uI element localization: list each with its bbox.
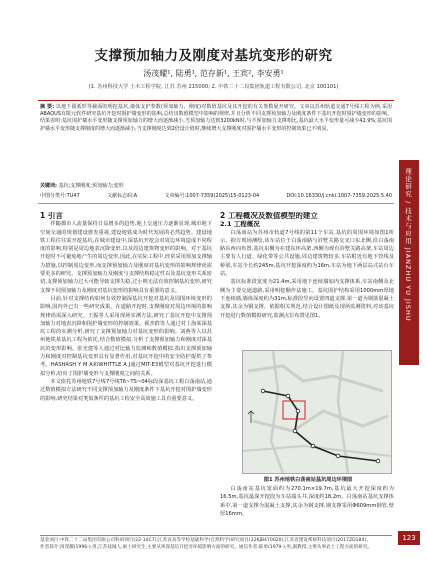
article-meta (40, 193, 392, 200)
author-note: 作者简介:汤茂耀(1996-),男,江苏盐城人,硕士研究生,主要从事深基坑开挖对环境影响方面的研究。通信作者:陆勇(1979-),男,副教授,主要从事岩土工程方面的研究。 (40, 544, 373, 550)
abstract-label: 摘 要: (40, 104, 55, 110)
section-1-para-1: 伴随都市人流量保持日益增多的趋势,地上交通压力逐渐显现,城市地下空间交通的规划建设愈发重视,建设地铁成为时代发展的必然趋势。建设地铁工程往往需开挖基坑,在城市建设中,深基坑开挖会对周边环境造成不同程度的影响,特别是周边地表沉降变形,以及周边建筑物变形的影响。对于基坑开挖时不可避免地产生的周边变形,因此,在实际工程中,经常采用预加支撑轴力措施,以控制周边变形,而支撑预加轴力及刚度对基坑变形的影响规律尚需要更多的研究。支撑预加轴力及刚度与支撑结构稳定性以及基坑变形关系密切,支撑预加轴力过大可能导致支撑失稳,过小则无法有效控制基坑变形,研究支撑不同预加轴力及刚度对基坑变形的影响具有重要的意义。 (40, 221, 212, 294)
keywords-text: 基坑;支撑刚度;预加轴力;变形 (58, 183, 124, 189)
figure-1-caption: 图1 苏州地铁白荡南站基坑周边环境图 (263, 477, 353, 483)
section-2-1-para-1: 白荡南站为苏州市轨道7号线的第11个车站,基坑的周围环境如图1所示。据方现场测绘,该车站位于白荡南路与浒墅关路交叉口东北侧,沿白荡南路东西向布置,基坑东侧为在建东环高架,西侧为现有浒墅关路高架,车站周边主要有人行道、绿化带等公共设施,周边建筑物较多,车站附近有地下管线及桥梁,车站全长约245m,基坑开挖深度约为16m,车站为地下两层岛式站台车站。 (220, 229, 394, 278)
journal-sidebar (399, 160, 419, 365)
section-1-para-2: 目前,针对支撑结构如何有效控制深基坑开挖对基坑及周围环境变形的影响,国内外已有一些研究成果。在道路开挖时,支撑刚度对周边环境的影响规律尚需深入研究。王振等人采用现场实测方法,研究了基坑开挖中支撑预加轴力对地表沉降和围护墙变形的控制效果。翟杰群等人通过对上海某深基坑工程的实测分析,研究了支撑预加轴力对基坑变形的影响。刘燕等人以苏州地铁某基坑工程为依托,结合数值模拟,分析了支撑预加轴力和刚度对深基坑的变形影响。张光建等人通过对比轴力监测和数值模拟,指出支撑预加轴力和刚度对控制基坑变形具有显著作用,对基坑开挖中的安全防护提供了参考。HASHASH Y M A和WHITTLE A J通过MIT-E3模型对基坑开挖进行模拟分析,给出了围护墙变形与支撑刚度之间的关系。 (40, 295, 212, 377)
page-number: 123 (398, 531, 420, 545)
doi: DOI:10.16330/j.cnki.1007-7359.2025.5.40 (286, 193, 392, 199)
article-number: 文章编号:1007-7359(2025)15-0123-04 (164, 193, 260, 199)
paper-title: 支撑预加轴力及刚度对基坑变形的研究 (94, 48, 333, 64)
footnotes (40, 535, 392, 552)
keywords (40, 183, 392, 190)
fund-note: 基金项目:中铁二十二局集团有限公司科研项目(22-14C7);江苏省高等学校基础科学(自然科学)研究项目(22KJB470020);江苏省建设系统科技项目(2017ZD184)。 (40, 538, 371, 543)
left-column (40, 212, 212, 530)
section-2-heading: 2 工程概况及数值模型的建立 (220, 212, 318, 220)
abstract (40, 104, 392, 133)
doc-code: 文献标志码:A (107, 193, 138, 199)
sidebar-label: 理论研究 / 技术与应用 JIANZHU YU JISHU (404, 168, 412, 322)
authors: 汤茂耀¹, 陆勇¹, 范存新¹, 王宾², 李安勇¹ (143, 69, 284, 78)
affiliation: (1. 苏州科技大学 土木工程学院, 江苏 苏州 215000; 2. 中铁二十二局集团轨道工程有限公司, 北京 100101) (88, 84, 339, 90)
section-1-heading: 1 引言 (40, 212, 63, 220)
keywords-label: 关键词: (40, 183, 57, 189)
section-1-para-3: 本文依托苏州地铁7号线7号线T6~TS~04标段深基坑工程白荡南站,通过数值模拟方法研究不同支撑预加轴力及刚度条件下基坑开挖对围护墙变形的影响,研究结果对类似条件的基坑工程安全高效施工具有重要意义。 (40, 378, 212, 402)
clc-number: 中图分类号:TU47 (40, 193, 80, 199)
figure-1-map (242, 350, 392, 474)
section-2-1-para-3: 白荡南站基坑宽面约为270.1m×19.7m,基坑最大开挖深度约为16.5m,基坑最深开挖段为车站端头井,深度约18.2m。白荡南站基坑支撑体系中,第一道支撑为混凝土支撑,其余为钢支撑,钢支撑采用Φ609mm钢管,壁厚16mm。 (220, 486, 394, 517)
right-column-top (220, 212, 394, 346)
section-2-1-heading: 2.1 工程概况 (220, 220, 260, 229)
right-column-bottom (220, 485, 394, 531)
abstract-text: 以地下圆弧形等截面的明挖基坑,墙体支护参数(预加轴力、刚度)对数值基坑及其开挖的有关参数展开研究。文章以苏州轨道交通7号线工程为例,采用ABAQUS有限元软件研究基坑开挖时围护墙变形的影响,总结出数值模型中影响的规律,并且分析不同支撑预加轴力及刚度条件下基坑开挖时围护墙变形的影响。结果表明:基坑围护墙水平变形随支撑预加轴力的增大而逐渐减小,当预加轴力达到3200kN时,与不预加轴力支撑相比,基坑最大水平变形量可减少42.9%;基坑围护墙水平变形随支撑刚度的增大而逐渐减小,当支撑刚度达到2倍设计值时,继续增大支撑刚度对围护墙水平变形的控制效果已不明显。 (40, 104, 392, 132)
route-map-svg (243, 351, 391, 473)
section-2-1-para-2: 基坑标准段宽度为21.4m,采用地下连续墙加内支撑体系,车站南侧及北侧为主要交通道路,采用明挖顺作法施工。基坑围护结构采用1000mm厚地下连续墙,墙体深度约为31m,标准段竖向设置四道支撑,第一道为钢筋混凝土支撑,其余为钢支撑。依据相关规范,结合设计图纸及现场监测资料,对该基坑开挖进行数值模拟研究,监测点位布置见图1。 (220, 279, 394, 319)
